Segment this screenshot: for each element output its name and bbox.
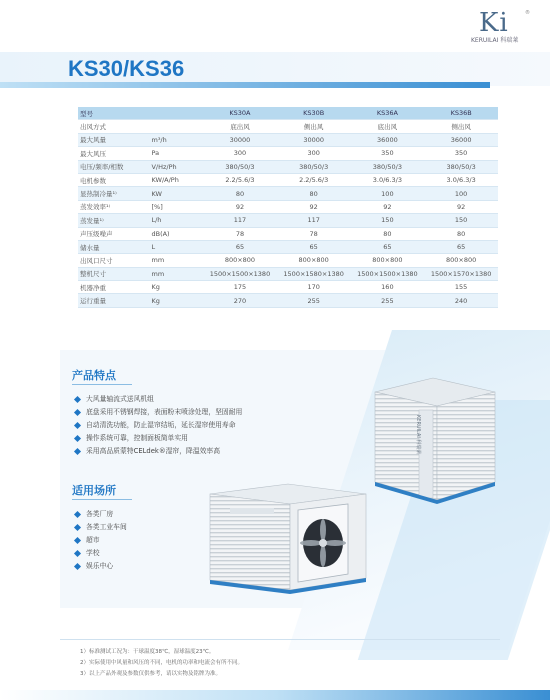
spec-value-cell: 1500×1500×1380 [351, 267, 425, 280]
spec-value-cell: KS36A [351, 107, 425, 120]
application-item: 各类厂房 [75, 508, 127, 521]
unit-brand-label: KERUILAI 科瑞莱 [415, 415, 421, 455]
spec-unit-cell: KW/A/Ph [149, 173, 203, 186]
feature-item: 底盘采用不锈钢焊接，表面粉末喷涂处理，坚固耐用 [75, 406, 242, 419]
spec-name-cell: 最大风量 [78, 133, 149, 146]
spec-value-cell: 1500×1580×1380 [277, 267, 351, 280]
spec-unit-cell: Pa [149, 147, 203, 160]
spec-row [78, 160, 498, 173]
spec-value-cell: 155 [424, 281, 498, 294]
application-item: 超市 [75, 534, 127, 547]
spec-value-cell: 100 [424, 187, 498, 200]
spec-value-cell: 380/50/3 [424, 160, 498, 173]
applications-title: 适用场所 [72, 484, 116, 497]
spec-value-cell: 36000 [351, 133, 425, 146]
spec-value-cell: 270 [203, 294, 277, 307]
spec-unit-cell: dB(A) [149, 227, 203, 240]
footnote-divider [60, 639, 500, 640]
spec-value-cell: 3.0/6.3/3 [351, 173, 425, 186]
spec-value-cell: 300 [277, 147, 351, 160]
spec-value-cell: 30000 [277, 133, 351, 146]
footnotes [80, 647, 243, 680]
feature-item: 自动清洗功能，防止湿帘结垢，延长湿帘使用寿命 [75, 419, 242, 432]
spec-name-cell: 蒸发量¹⁾ [78, 214, 149, 227]
spec-value-cell: 78 [203, 227, 277, 240]
spec-row [78, 200, 498, 213]
application-item: 娱乐中心 [75, 560, 127, 573]
spec-value-cell: KS30B [277, 107, 351, 120]
spec-name-cell: 电压/频率/相数 [78, 160, 149, 173]
spec-row [78, 281, 498, 294]
spec-value-cell: 65 [277, 240, 351, 253]
spec-value-cell: 117 [277, 214, 351, 227]
spec-value-cell: 92 [277, 200, 351, 213]
registered-mark: ® [525, 10, 530, 16]
spec-row [78, 267, 498, 280]
spec-unit-cell: L/h [149, 214, 203, 227]
title-underline-bar [0, 82, 490, 88]
spec-unit-cell: mm [149, 254, 203, 267]
spec-value-cell: 800×800 [203, 254, 277, 267]
spec-value-cell: 80 [351, 227, 425, 240]
spec-value-cell: 2.2/5.6/3 [203, 173, 277, 186]
spec-value-cell: 3.0/6.3/3 [424, 173, 498, 186]
brand-logo [471, 8, 531, 44]
logo-mark: Ki [479, 8, 509, 38]
bottom-accent-bar [0, 690, 550, 700]
spec-name-cell: 最大风压 [78, 147, 149, 160]
spec-value-cell: 底出风 [203, 120, 277, 133]
spec-value-cell: 78 [277, 227, 351, 240]
feature-item: 采用高品质蒙特CELdek®湿帘，降温效率高 [75, 445, 242, 458]
spec-value-cell: 240 [424, 294, 498, 307]
application-item: 各类工业车间 [75, 521, 127, 534]
spec-value-cell: 1500×1570×1380 [424, 267, 498, 280]
spec-value-cell: 65 [351, 240, 425, 253]
spec-row [78, 214, 498, 227]
spec-name-cell: 出风口尺寸 [78, 254, 149, 267]
footnote-2: 2）实际使用中风量和风压的不同，电机的功率和电流会有所不同。 [80, 660, 244, 666]
footnote-3: 3）以上产品外观及参数仅供参考，请以实物及铭牌为准。 [80, 671, 222, 677]
spec-name-cell: 整机尺寸 [78, 267, 149, 280]
spec-value-cell: 150 [424, 214, 498, 227]
features-list [75, 393, 242, 458]
spec-value-cell: 800×800 [351, 254, 425, 267]
spec-value-cell: 80 [203, 187, 277, 200]
spec-value-cell: 100 [351, 187, 425, 200]
spec-table [78, 107, 498, 308]
spec-header-row [78, 107, 498, 120]
spec-unit-cell: m³/h [149, 133, 203, 146]
features-title: 产品特点 [72, 369, 116, 382]
feature-item: 操作系统可靠，控制面板简单实用 [75, 432, 242, 445]
spec-value-cell: 160 [351, 281, 425, 294]
spec-name-cell: 显热制冷量¹⁾ [78, 187, 149, 200]
spec-unit-cell: Kg [149, 281, 203, 294]
spec-row [78, 173, 498, 186]
spec-unit-cell: mm [149, 267, 203, 280]
spec-value-cell: KS30A [203, 107, 277, 120]
spec-row [78, 133, 498, 146]
spec-unit-cell: V/Hz/Ph [149, 160, 203, 173]
spec-row [78, 227, 498, 240]
spec-name-cell: 储水量 [78, 240, 149, 253]
spec-value-cell: 92 [203, 200, 277, 213]
spec-value-cell: 150 [351, 214, 425, 227]
spec-value-cell: 170 [277, 281, 351, 294]
applications-title-underline [72, 499, 132, 500]
spec-value-cell: 80 [277, 187, 351, 200]
spec-value-cell: 175 [203, 281, 277, 294]
spec-unit-cell: L [149, 240, 203, 253]
brand-name: KERUILAI 科瑞莱 [471, 37, 519, 44]
spec-row [78, 254, 498, 267]
spec-value-cell: 350 [424, 147, 498, 160]
applications-list [75, 508, 127, 573]
spec-row [78, 294, 498, 307]
spec-value-cell: 380/50/3 [203, 160, 277, 173]
spec-value-cell: 350 [351, 147, 425, 160]
spec-unit-cell [149, 107, 203, 120]
spec-value-cell: 92 [424, 200, 498, 213]
footnote-1: 1）标准测试工况为：干球温度38℃，湿球温度23℃。 [80, 649, 215, 655]
spec-value-cell: 80 [424, 227, 498, 240]
spec-value-cell: 800×800 [277, 254, 351, 267]
spec-value-cell: 117 [203, 214, 277, 227]
spec-row [78, 187, 498, 200]
spec-value-cell: 65 [424, 240, 498, 253]
spec-row [78, 240, 498, 253]
spec-value-cell: 侧出风 [277, 120, 351, 133]
spec-unit-cell: KW [149, 187, 203, 200]
spec-name-cell: 声压级噪声 [78, 227, 149, 240]
spec-value-cell: 92 [351, 200, 425, 213]
spec-value-cell: 1500×1500×1380 [203, 267, 277, 280]
features-title-underline [72, 384, 132, 385]
spec-value-cell: 侧出风 [424, 120, 498, 133]
feature-item: 大风量轴流式送风机组 [75, 393, 242, 406]
spec-name-cell: 运行重量 [78, 294, 149, 307]
spec-name-cell: 电机参数 [78, 173, 149, 186]
spec-value-cell: 底出风 [351, 120, 425, 133]
spec-value-cell: 30000 [203, 133, 277, 146]
spec-row [78, 147, 498, 160]
application-item: 学校 [75, 547, 127, 560]
spec-value-cell: KS36B [424, 107, 498, 120]
spec-unit-cell: Kg [149, 294, 203, 307]
spec-name-cell: 出风方式 [78, 120, 149, 133]
spec-value-cell: 800×800 [424, 254, 498, 267]
page-title: KS30/KS36 [68, 56, 185, 81]
spec-value-cell: 65 [203, 240, 277, 253]
spec-value-cell: 255 [277, 294, 351, 307]
spec-row [78, 120, 498, 133]
spec-name-cell: 蒸发效率¹⁾ [78, 200, 149, 213]
spec-value-cell: 380/50/3 [351, 160, 425, 173]
spec-value-cell: 300 [203, 147, 277, 160]
spec-value-cell: 255 [351, 294, 425, 307]
spec-value-cell: 380/50/3 [277, 160, 351, 173]
spec-unit-cell [149, 120, 203, 133]
spec-name-cell: 型号 [78, 107, 149, 120]
spec-value-cell: 2.2/5.6/3 [277, 173, 351, 186]
spec-value-cell: 36000 [424, 133, 498, 146]
air-cooler-unit-side-outlet [198, 480, 378, 595]
spec-name-cell: 机器净重 [78, 281, 149, 294]
spec-unit-cell: [%] [149, 200, 203, 213]
